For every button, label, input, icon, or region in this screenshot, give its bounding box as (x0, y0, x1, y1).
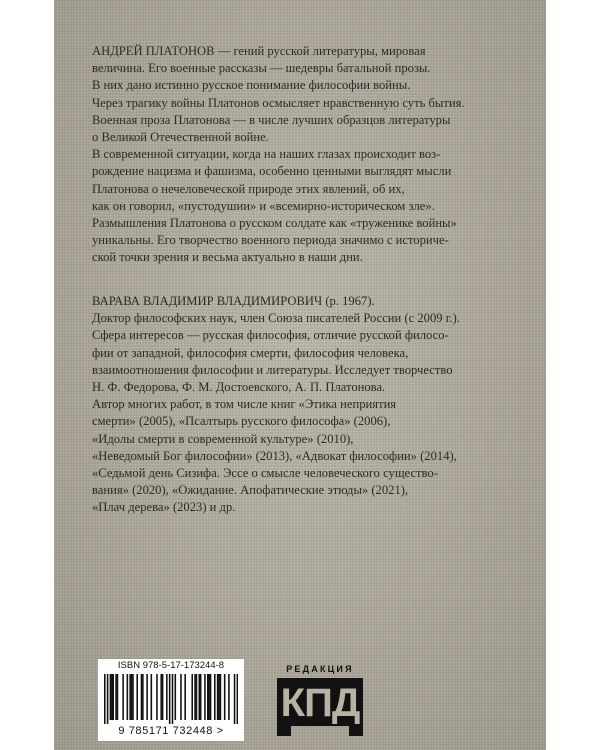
barcode-bar (199, 674, 201, 720)
barcode-bar (136, 674, 138, 720)
barcode-bar (217, 674, 219, 720)
about-platonov-line: В современной ситуации, когда на наших глазах происходит воз- (92, 147, 441, 162)
about-author-line: Сфера интересов — русская философия, отличие русской филосо- (92, 328, 449, 343)
about-author-line: ВАРАВА ВЛАДИМИР ВЛАДИМИРОВИЧ (р. 1967). (92, 294, 375, 308)
barcode-bar (127, 674, 129, 720)
barcode-bar (200, 674, 202, 720)
barcode-bar (210, 674, 212, 720)
barcode-bar (131, 674, 133, 720)
barcode-bars (104, 674, 238, 724)
barcode-bar (142, 674, 144, 720)
barcode-bar (117, 674, 119, 720)
barcode-bar (122, 674, 124, 720)
barcode-bar (132, 674, 134, 720)
about-author-line: взаимоотношения философии и литературы. Исследует творчество (92, 362, 453, 377)
barcode-bar (104, 674, 106, 724)
barcode-bar (110, 674, 112, 720)
publisher-logo-main-text: КПД (280, 681, 360, 725)
about-author-line: «Идолы смерти в современной культуре» (2010), (92, 431, 354, 446)
barcode-bar (151, 674, 153, 720)
about-platonov-line: как он говорил, «пустодушии» и «всемирно-историческом зле». (92, 198, 435, 213)
about-author-line: «Неведомый Бог философии» (2013), «Адвокат философии» (2014), (92, 448, 457, 463)
barcode-bar (156, 674, 158, 720)
barcode-bar (141, 674, 143, 720)
about-author-line: «Плач дерева» (2023) и др. (92, 500, 236, 515)
about-platonov-line: Размышления Платонова о русском солдате как «труженике войны» (92, 216, 457, 231)
about-platonov-paragraph (92, 43, 512, 267)
barcode-bar (224, 674, 226, 720)
about-author-line: фии от западной, философия смерти, философия человека, (92, 345, 409, 360)
about-author-paragraph (92, 293, 512, 517)
barcode-digits: 9 785171 732448 > (118, 725, 224, 737)
about-author-line: Доктор философских наук, член Союза писателей России (с 2009 г.). (92, 311, 460, 326)
about-platonov-line: В них дано истинно русское понимание философии войны. (92, 78, 411, 93)
about-platonov-line: уникальны. Его творчество военного периода значимо с историче- (92, 233, 449, 248)
barcode-bar (166, 674, 168, 720)
barcode-bar (184, 674, 186, 720)
isbn-label: ISBN 978-5-17-173244-8 (117, 660, 225, 671)
about-author-line: вания» (2020), «Ожидание. Апофатические этюды» (2021), (92, 483, 409, 498)
about-platonov-line: Через трагику войны Платонов осмысляет нравственную суть бытия. (92, 95, 465, 110)
about-platonov-line: Военная проза Платонова — в числе лучших образцов литературы (92, 112, 451, 127)
about-author-line: Автор многих работ, в том числе книг «Этика неприятия (92, 397, 397, 412)
about-platonov-line: АНДРЕЙ ПЛАТОНОВ — гений русской литературы, мировая (92, 44, 426, 58)
barcode-bar (180, 674, 182, 720)
barcode-bar (146, 674, 148, 720)
barcode-bar (115, 674, 117, 720)
barcode-bar (234, 674, 236, 724)
barcode-bar (207, 674, 209, 720)
about-author-line: «Седьмой день Сизифа. Эссе о смысле человеческого существо- (92, 466, 438, 481)
about-platonov-line: рождение нацизма и фашизма, особенно ценными выглядят мысли (92, 164, 452, 179)
isbn-barcode (98, 659, 244, 741)
about-platonov-line: о Великой Отечественной войне. (92, 130, 269, 145)
about-platonov-line: величина. Его военные рассказы — шедевры батальной прозы. (92, 61, 431, 76)
barcode-bar (111, 674, 113, 720)
barcode-bar (237, 674, 238, 724)
publisher-logo-mark (277, 678, 363, 738)
barcode-bar (169, 674, 171, 724)
barcode-bar (204, 674, 206, 720)
barcode-bar (175, 674, 177, 720)
barcode-bar (112, 674, 114, 720)
barcode-bar (218, 674, 220, 720)
barcode-bar (172, 674, 174, 724)
barcode-bar (214, 674, 216, 720)
book-back-cover (54, 0, 546, 750)
barcode-bar (160, 674, 162, 720)
publisher-logo-top-text: РЕДАКЦИЯ (286, 664, 354, 674)
barcode-bar (208, 674, 210, 720)
barcode-bar (220, 674, 222, 720)
about-author-line: Н. Ф. Федорова, Ф. М. Достоевского, А. П. Платонова. (92, 380, 386, 395)
barcode-bar (129, 674, 131, 720)
publisher-logo (275, 664, 365, 739)
barcode-bar (194, 674, 196, 720)
barcode-bar (191, 674, 193, 720)
about-platonov-line: ской точки зрения и весьма актуально в наши дни. (92, 250, 363, 265)
barcode-bar (107, 674, 109, 724)
barcode-bar (162, 674, 164, 720)
about-platonov-line: Платонова о нечеловеческой природе этих явлений, об их, (92, 181, 405, 196)
barcode-bar (228, 674, 230, 720)
about-author-line: смерти» (2005), «Псалтырь русского философа» (2006), (92, 414, 391, 429)
barcode-bar (196, 674, 198, 720)
